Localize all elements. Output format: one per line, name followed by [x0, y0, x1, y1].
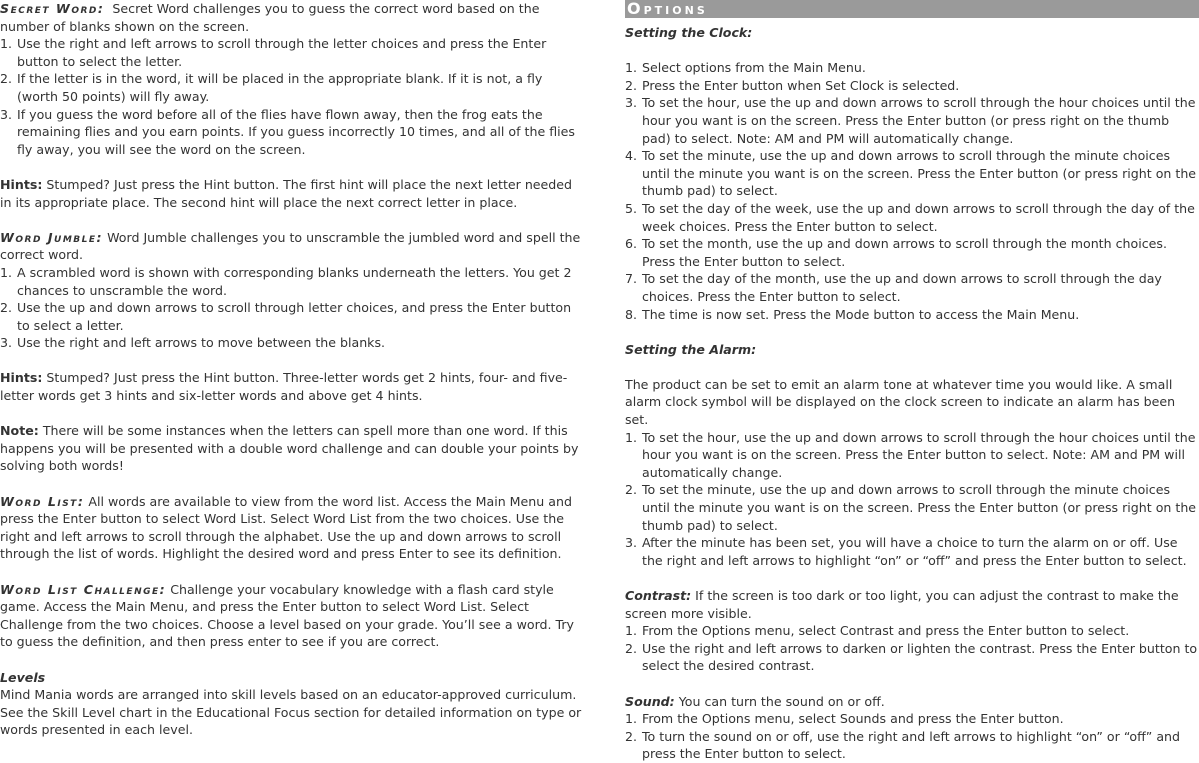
list-item: 2. To set the minute, use the up and down arrows to scroll through the minute choices until the minute you want is on the screen. Press the Enter button (or press right on the thumb pad) to select.: [625, 482, 1197, 533]
word-list-challenge-section: Word List Challenge: Challenge your vocabulary knowledge with a flash card style game. Access the Main Menu, and press the Enter button to select Word List. Select Challenge from the two choices. Choose a level based on your grade. You’ll see a word. Try to guess the definition, and then press enter to see if you are correct.: [0, 581, 575, 650]
word-list-title: Word List:: [0, 493, 85, 509]
options-banner: Options: [625, 0, 1199, 18]
list-item: 1. Select options from the Main Menu.: [625, 60, 866, 76]
list-item: 1. From the Options menu, select Contrast and press the Enter button to select.: [625, 623, 1130, 639]
word-jumble-steps: [0, 264, 587, 352]
word-jumble-hints: Hints: Stumped? Just press the Hint button. Three-letter words get 2 hints, four- and five-letter words get 3 hints and six-letter words and above get 4 hints.: [0, 370, 568, 404]
clock-steps: [625, 59, 1199, 323]
list-item: 2. Use the up and down arrows to scroll through letter choices, and press the Enter button to select a letter.: [0, 300, 572, 333]
list-item: 1. Use the right and left arrows to scroll through the letter choices and press the Enter button to select the letter.: [0, 36, 547, 69]
list-item: 3. Use the right and left arrows to move between the blanks.: [0, 335, 386, 351]
contrast-steps: [625, 622, 1199, 675]
word-jumble-title: Word Jumble:: [0, 229, 104, 245]
levels-text: Mind Mania words are arranged into skill levels based on an educator-approved curriculum. See the Skill Level chart in the Educational Focus section for detailed information on type or words presented in each level.: [0, 687, 582, 738]
list-item: 7. To set the day of the month, use the up and down arrows to scroll through the day choices. Press the Enter button to select.: [625, 271, 1162, 304]
clock-title: Setting the Clock:: [625, 25, 753, 40]
sound-steps: [625, 710, 1199, 763]
list-item: 3. If you guess the word before all of the flies have flown away, then the frog eats the remaining flies and you earn points. If you guess incorrectly 10 times, and all of the flies fly away, you will see the word on the screen.: [0, 106, 575, 157]
list-item: 2. Press the Enter button when Set Clock is selected.: [625, 77, 960, 93]
secret-word-intro: Secret Word: Secret Word challenges you to guess the correct word based on the number of blanks shown on the screen.: [0, 1, 540, 34]
list-item: 8. The time is now set. Press the Mode button to access the Main Menu.: [625, 306, 1080, 322]
list-item: 2. To turn the sound on or off, use the right and left arrows to highlight “on” or “off” and press the Enter button to select.: [625, 728, 1181, 762]
secret-word-steps: [0, 35, 587, 158]
list-item: 2. If the letter is in the word, it will be placed in the appropriate blank. If it is not, a fly (worth 50 points) will fly away.: [0, 71, 543, 104]
left-column: [0, 0, 587, 739]
secret-word-title: Secret Word:: [0, 1, 105, 16]
alarm-steps: [625, 429, 1199, 570]
contrast-title: Contrast:: [625, 588, 692, 603]
word-list-challenge-title: Word List Challenge:: [0, 581, 167, 597]
list-item: 5. To set the day of the week, use the up and down arrows to scroll through the day of the week choices. Press the Enter button to select.: [625, 200, 1195, 234]
right-column: [625, 0, 1199, 763]
list-item: 3. After the minute has been set, you will have a choice to turn the alarm on or off. Use the right and left arrows to highlight “on” or “off” and press the Enter button to select.: [625, 535, 1187, 568]
list-item: 4. To set the minute, use the up and down arrows to scroll through the minute choices until the minute you want is on the screen. Press the Enter button (or press right on the thumb pad) to select.: [625, 148, 1197, 199]
list-item: 1. A scrambled word is shown with corresponding blanks underneath the letters. You get 2 chances to unscramble the word.: [0, 264, 572, 298]
alarm-intro: The product can be set to emit an alarm tone at whatever time you would like. A small alarm clock symbol will be displayed on the clock screen to indicate an alarm has been set.: [625, 376, 1176, 428]
list-item: 2. Use the right and left arrows to darken or lighten the contrast. Press the Enter button to select the desired contrast.: [625, 640, 1198, 674]
list-item: 1. To set the hour, use the up and down arrows to scroll through the hour choices until the hour you want is on the screen. Press the Enter button to select. Note: AM and PM will automatically change.: [625, 429, 1196, 480]
contrast-intro: Contrast: If the screen is too dark or too light, you can adjust the contrast to make the screen more visible.: [625, 588, 1179, 621]
alarm-title: Setting the Alarm:: [625, 341, 757, 357]
word-jumble-intro: Word Jumble: Word Jumble challenges you to unscramble the jumbled word and spell the correct word.: [0, 229, 581, 263]
word-jumble-note: Note: There will be some instances when the letters can spell more than one word. If this happens you will be presented with a double word challenge and can double your points by solving both words!: [0, 423, 579, 474]
list-item: 6. To set the month, use the up and down arrows to scroll through the month choices. Press the Enter button to select.: [625, 236, 1167, 269]
secret-word-hints: Hints: Stumped? Just press the Hint button. The first hint will place the next letter needed in its appropriate place. The second hint will place the next correct letter in place.: [0, 176, 573, 210]
list-item: 3. To set the hour, use the up and down arrows to scroll through the hour choices until the hour you want is on the screen. Press the Enter button (or press right on the thumb pad) to select. Note: AM and PM will automatically change.: [625, 95, 1196, 146]
sound-title: Sound:: [625, 693, 675, 709]
word-list-section: Word List: All words are available to view from the word list. Access the Main Menu and press the Enter button to select Word List. Select Word List from the two choices. Use the right and left arrows to scroll through the alphabet. Use the up and down arrows to scroll through the list of words. Highlight the desired word and press Enter to see its definition.: [0, 493, 572, 562]
sound-intro: Sound: You can turn the sound on or off.: [625, 693, 885, 709]
list-item: 1. From the Options menu, select Sounds and press the Enter button.: [625, 711, 1064, 727]
levels-title: Levels: [0, 669, 46, 685]
